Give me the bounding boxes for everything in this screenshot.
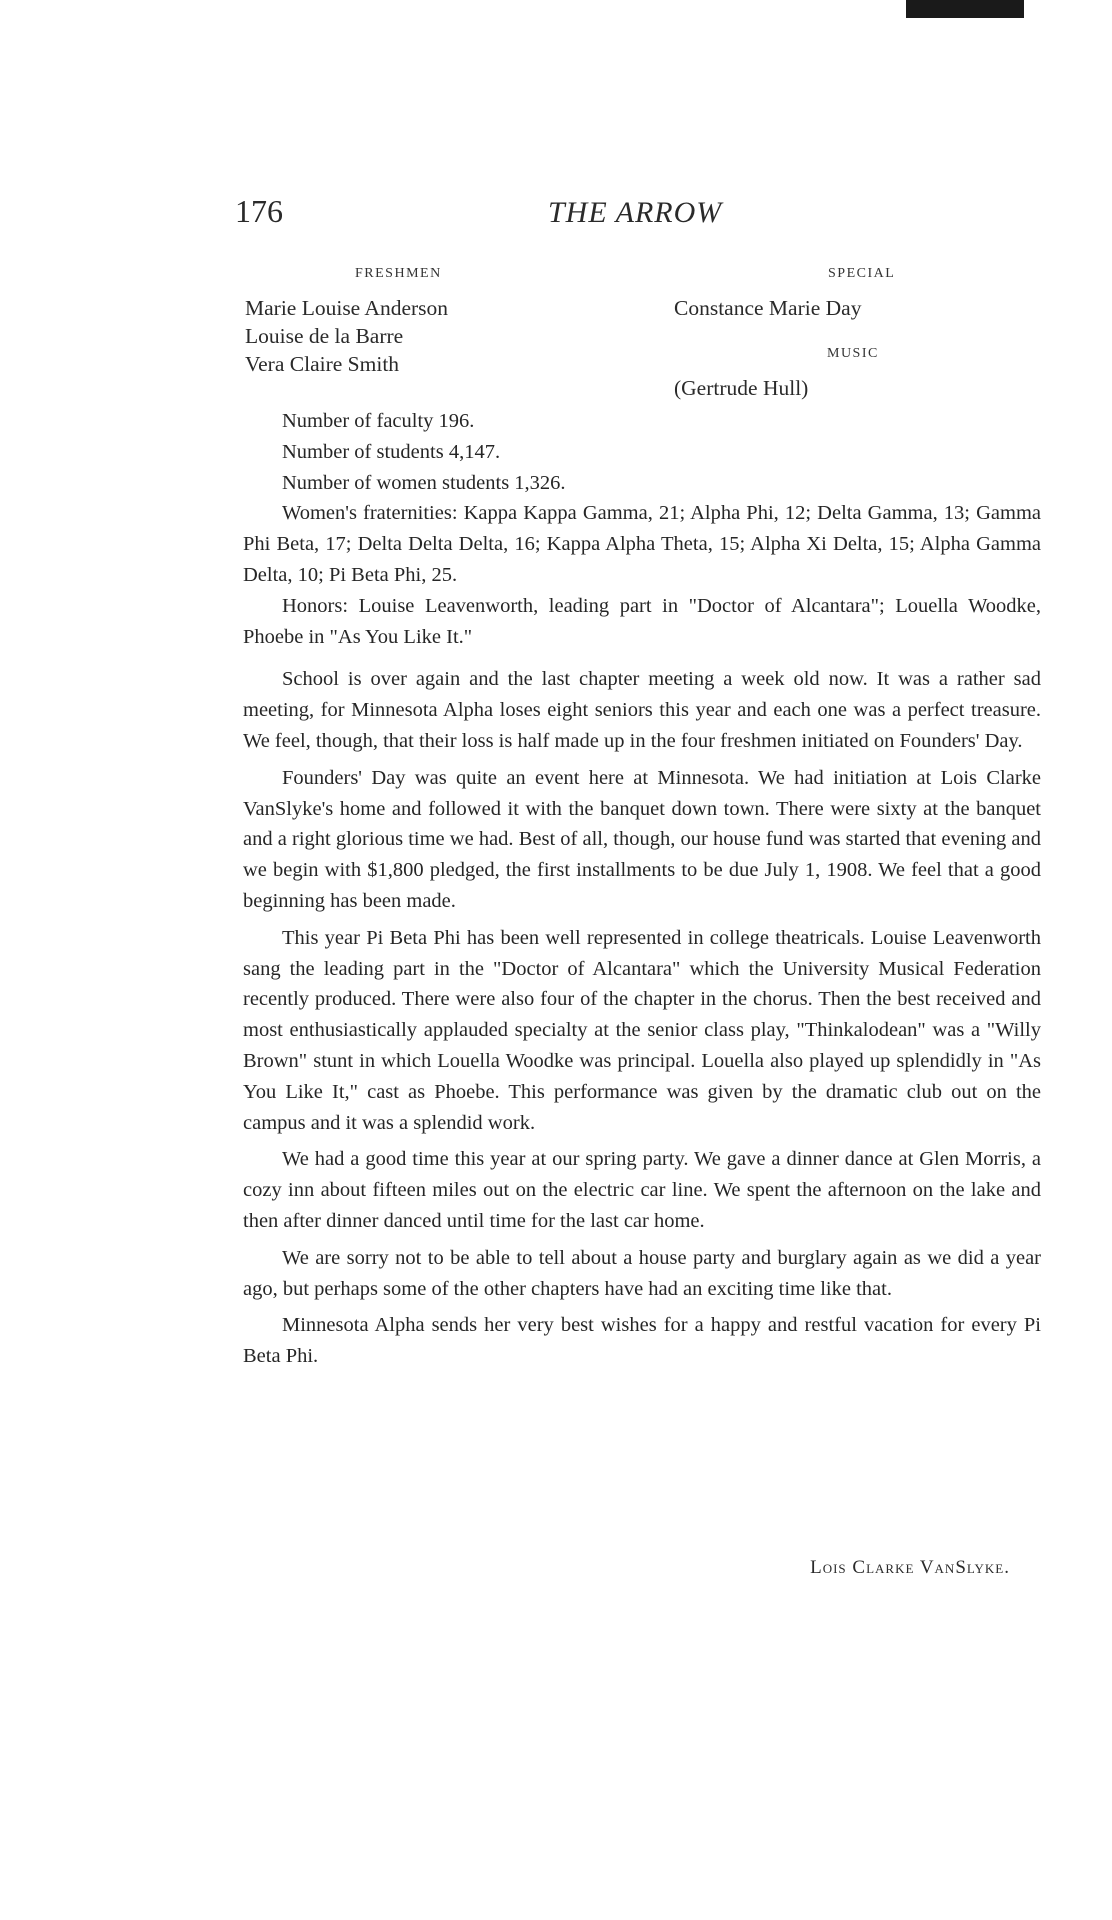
paragraph: This year Pi Beta Phi has been well represented in college theatricals. Louise Leavenworth sang the leading part in the "Doctor of Alcantara" which the University Musical Federation recently produced. There were also four of the chapter in the chorus. Then the best received and most enthusiastically applauded specialty at the senior class play, "Thinkalodean" was a "Willy Brown" stunt in which Louella Woodke was principal. Louella also played up splendidly in "As You Like It," cast as Phoebe. This performance was given by the dramatic club out on the campus and it was a splendid work. (243, 926, 1041, 1134)
freshman-name: Marie Louise Anderson (245, 296, 449, 320)
special-name: Constance Marie Day (674, 296, 862, 320)
freshman-name: Louise de la Barre (245, 324, 404, 348)
paragraph: School is over again and the last chapter meeting a week old now. It was a rather sad meeting, for Minnesota Alpha loses eight seniors this year and each one was a perfect treasure. We feel, though, that their loss is half made up in the four freshmen initiated on Founders' Day. (243, 668, 1041, 752)
paragraph: Honors: Louise Leavenworth, leading part in "Doctor of Alcantara"; Louella Woodke, Phoebe in "As You Like It." (243, 594, 1041, 648)
page-number: 176 (235, 193, 283, 229)
stat-line: Number of women students 1,326. (282, 471, 566, 494)
paragraph: Founders' Day was quite an event here at Minnesota. We had initiation at Lois Clarke VanSlyke's home and followed it with the banquet down town. There were sixty at the banquet and a right glorious time we had. Best of all, though, our house fund was started that evening and we begin with $1,800 pledged, the first installments to be due July 1, 1908. We feel that a good beginning has been made. (243, 766, 1041, 912)
freshman-name: Vera Claire Smith (245, 352, 400, 376)
signature: Lois Clarke VanSlyke. (810, 1557, 1010, 1578)
stat-line: Number of faculty 196. (282, 410, 475, 432)
special-heading: SPECIAL (828, 266, 896, 281)
music-name: (Gertrude Hull) (674, 376, 809, 400)
music-heading: MUSIC (827, 346, 879, 361)
paragraph: Women's fraternities: Kappa Kappa Gamma, 21; Alpha Phi, 12; Delta Gamma, 13; Gamma Phi Beta, 17; Delta Delta Delta, 16; Kappa Alpha Theta, 15; Alpha Xi Delta, 15; Alpha Gamma Delta, 10; Pi Beta Phi, 25. (243, 502, 1041, 586)
running-head: THE ARROW (548, 196, 723, 229)
stat-line: Number of students 4,147. (282, 440, 501, 463)
paragraph: Minnesota Alpha sends her very best wishes for a happy and restful vacation for every Pi Beta Phi. (243, 1314, 1041, 1368)
paragraph: We are sorry not to be able to tell about a house party and burglary again as we did a year ago, but perhaps some of the other chapters have had an exciting time like that. (243, 1246, 1041, 1300)
paragraph: We had a good time this year at our spring party. We gave a dinner dance at Glen Morris, a cozy inn about fifteen miles out on the electric car line. We spent the afternoon on the lake and then after dinner danced until time for the last car home. (243, 1148, 1041, 1232)
article-body (243, 406, 1041, 1372)
freshmen-heading: FRESHMEN (355, 266, 442, 281)
